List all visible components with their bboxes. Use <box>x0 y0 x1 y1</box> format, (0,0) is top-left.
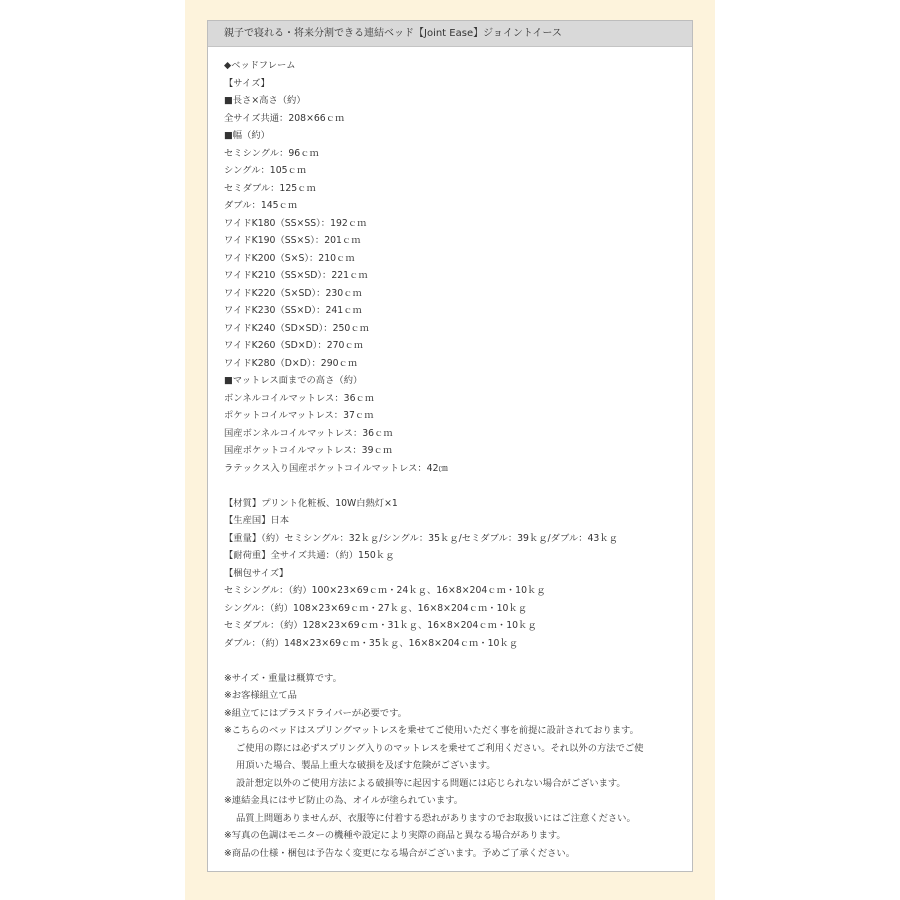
note-line: 設計想定以外のご使用方法による破損等に起因する問題には応じられない場合がございます。 <box>236 777 626 789</box>
spec-line: ワイドK260（SD×D）：270ｃｍ <box>224 340 364 351</box>
note-line: ※組立てにはプラスドライバーが必要です。 <box>224 707 407 719</box>
spec-line: 【生産国】日本 <box>224 515 290 526</box>
spec-body <box>224 57 684 862</box>
spec-line: 国産ボンネルコイルマットレス：36ｃｍ <box>224 427 393 439</box>
spec-line: ■マットレス面までの高さ（約） <box>224 375 363 386</box>
spec-line: ワイドK180（SS×SS）：192ｃｍ <box>224 217 367 229</box>
spec-line: ワイドK240（SD×SD）：250ｃｍ <box>224 322 369 334</box>
spec-line: ワイドK220（S×SD）：230ｃｍ <box>224 287 362 299</box>
spec-line: セミダブル：125ｃｍ <box>224 182 316 194</box>
spec-line: ■長さ×高さ（約） <box>224 95 306 106</box>
spec-line: ワイドK200（S×S）：210ｃｍ <box>224 252 355 264</box>
notes-section <box>224 670 684 863</box>
spec-line: ワイドK190（SS×S）：201ｃｍ <box>224 235 361 246</box>
spec-line: ボンネルコイルマットレス：36ｃｍ <box>224 392 375 404</box>
spec-line: ◆ベッドフレーム <box>224 60 296 71</box>
note-line: 用頂いた場合、製品上重大な破損を及ぼす危険がございます。 <box>236 760 496 771</box>
spec-line: 【耐荷重】全サイズ共通：（約）150ｋｇ <box>224 550 395 561</box>
frame-section <box>224 57 684 477</box>
section-gap <box>224 652 684 670</box>
spec-panel <box>207 20 693 872</box>
spec-line: ダブル：（約）148×23×69ｃｍ・35ｋｇ、16×8×204ｃｍ・10ｋｇ <box>224 637 519 649</box>
note-line: ※こちらのベッドはスプリングマットレスを乗せてご使用いただく事を前提に設計されております。 <box>224 725 639 736</box>
page-background <box>185 0 715 900</box>
spec-line: ワイドK230（SS×D）：241ｃｍ <box>224 305 362 316</box>
spec-line: ダブル：145ｃｍ <box>224 200 298 211</box>
note-line: ご使用の際には必ずスプリング入りのマットレスを乗せてご利用ください。それ以外の方法でご使 <box>236 742 644 754</box>
spec-line: 【材質】プリント化粧板、10W白熱灯×1 <box>224 497 398 509</box>
spec-line: ■幅（約） <box>224 130 270 141</box>
spec-line: セミシングル：（約）100×23×69ｃｍ・24ｋｇ、16×8×204ｃｍ・10ｋｇ <box>224 585 546 596</box>
spec-line: 【サイズ】 <box>224 77 270 89</box>
spec-line: ワイドK280（D×D）：290ｃｍ <box>224 357 358 369</box>
spec-section <box>224 495 684 653</box>
spec-line: 全サイズ共通：208×66ｃｍ <box>224 112 345 124</box>
spec-line: 【梱包サイズ】 <box>224 567 289 579</box>
spec-line: 国産ポケットコイルマットレス：39ｃｍ <box>224 445 393 456</box>
spec-line: 【重量】（約）セミシングル：32ｋｇ/シングル：35ｋｇ/セミダブル：39ｋｇ/ダブル：43ｋｇ <box>224 532 618 544</box>
spec-line: シングル：（約）108×23×69ｃｍ・27ｋｇ、16×8×204ｃｍ・10ｋｇ <box>224 602 528 614</box>
panel-title: 親子で寝れる・将来分割できる連結ベッド【Joint Ease】ジョイントイース <box>208 21 692 47</box>
note-line: ※連結金具にはサビ防止の為、オイルが塗られています。 <box>224 795 464 806</box>
spec-line: シングル：105ｃｍ <box>224 165 307 176</box>
spec-line: ラテックス入り国産ポケットコイルマットレス：42㎝ <box>224 462 448 474</box>
note-line: ※サイズ・重量は概算です。 <box>224 672 342 684</box>
spec-line: ワイドK210（SS×SD）：221ｃｍ <box>224 270 368 281</box>
section-gap <box>224 477 684 495</box>
note-line: ※お客様組立て品 <box>224 690 297 701</box>
spec-line: セミシングル：96ｃｍ <box>224 147 319 159</box>
note-line: ※写真の色調はモニターの機種や設定により実際の商品と異なる場合があります。 <box>224 830 566 841</box>
note-line: 品質上問題ありませんが、衣服等に付着する恐れがありますのでお取扱いにはご注意ください。 <box>236 812 636 824</box>
spec-line: ポケットコイルマットレス：37ｃｍ <box>224 410 374 421</box>
spec-line: セミダブル：（約）128×23×69ｃｍ・31ｋｇ、16×8×204ｃｍ・10ｋｇ <box>224 620 537 631</box>
note-line: ※商品の仕様・梱包は予告なく変更になる場合がございます。予めご了承ください。 <box>224 847 576 859</box>
